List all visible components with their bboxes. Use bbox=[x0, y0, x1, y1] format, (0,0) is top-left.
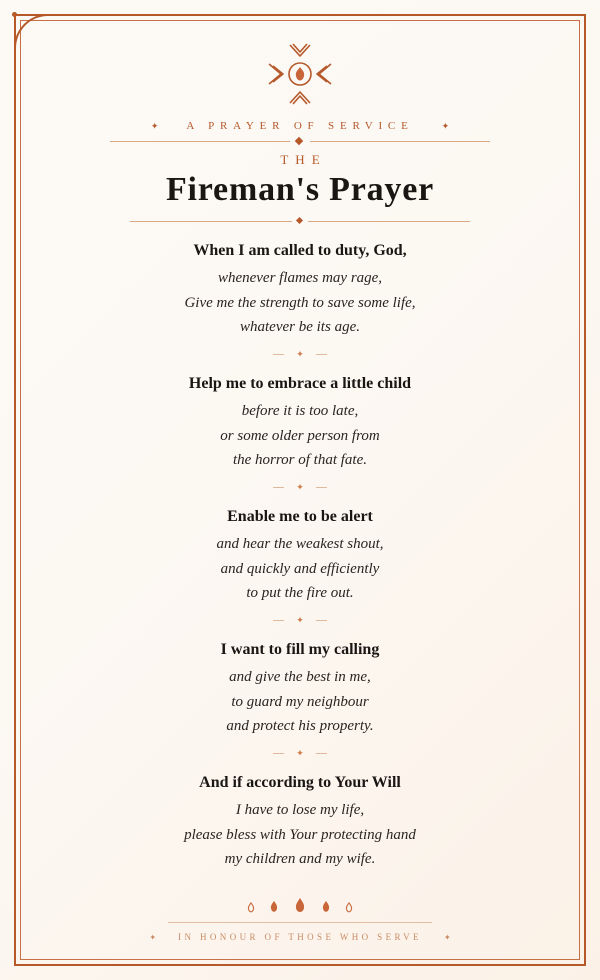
stanza-line: to guard my neighbour bbox=[231, 693, 369, 710]
title-prefix: THE bbox=[280, 152, 327, 167]
stanza bbox=[0, 640, 600, 739]
stanza-line: and protect his property. bbox=[226, 718, 374, 734]
stanza bbox=[0, 241, 600, 340]
stanza bbox=[0, 374, 600, 473]
stanza-line: whatever be its age. bbox=[240, 319, 360, 335]
stanza-first-line: I want to fill my calling bbox=[220, 641, 380, 658]
stanza-first-line: Enable me to be alert bbox=[227, 508, 373, 525]
stanza-line: and quickly and efficiently bbox=[220, 560, 380, 577]
fire-badge-emblem-icon bbox=[266, 42, 334, 106]
stanza-line: whenever flames may rage, bbox=[217, 270, 383, 286]
stanza-line: before it is too late, bbox=[241, 403, 359, 419]
stanza-line: Give me the strength to save some life, bbox=[184, 294, 416, 311]
stanza bbox=[0, 773, 600, 872]
title-underline-left bbox=[130, 221, 292, 222]
four-point-star-icon: ✦ bbox=[296, 349, 304, 359]
flame-row bbox=[244, 896, 356, 916]
flame-icon bbox=[248, 903, 253, 912]
four-point-star-icon: ✦ bbox=[296, 748, 304, 758]
stanza-separator bbox=[0, 481, 600, 493]
flame-icon bbox=[271, 901, 277, 912]
stanza-line: or some older person from bbox=[220, 427, 380, 444]
corner-dot bbox=[12, 12, 17, 17]
stanza-line: I have to lose my life, bbox=[235, 802, 365, 818]
subtitle: A PRAYER OF SERVICE bbox=[186, 120, 414, 132]
footer-rule bbox=[168, 922, 432, 923]
stanza-line: and hear the weakest shout, bbox=[216, 536, 384, 552]
stanza-line: to put the fire out. bbox=[246, 585, 354, 601]
stanza-separator bbox=[0, 348, 600, 360]
stanza-line: the horror of that fate. bbox=[232, 452, 368, 468]
subtitle-row bbox=[0, 118, 600, 134]
stanza-separator bbox=[0, 747, 600, 759]
four-point-star-icon: ✦ bbox=[441, 120, 450, 131]
title-underline-right bbox=[308, 221, 470, 222]
flame-icon bbox=[323, 901, 329, 912]
four-point-star-icon: ✦ bbox=[150, 120, 159, 131]
footer bbox=[0, 930, 600, 944]
title-rule-left bbox=[110, 141, 290, 142]
stanza-first-line: When I am called to duty, God, bbox=[193, 242, 407, 259]
stanza-line: and give the best in me, bbox=[229, 669, 371, 685]
four-point-star-icon: ✦ bbox=[443, 932, 451, 942]
flame-icon bbox=[346, 903, 351, 912]
stanza-line: my children and my wife. bbox=[224, 851, 376, 867]
four-point-star-icon: ✦ bbox=[296, 482, 304, 492]
stanza bbox=[0, 507, 600, 606]
stanza-first-line: And if according to Your Will bbox=[199, 774, 401, 791]
page-title: Fireman's Prayer bbox=[165, 171, 435, 208]
flame-icon bbox=[296, 898, 304, 912]
stanza-first-line: Help me to embrace a little child bbox=[188, 375, 412, 392]
stanza-line: please bless with Your protecting hand bbox=[184, 826, 416, 843]
four-point-star-icon: ✦ bbox=[149, 932, 157, 942]
stanza-separator bbox=[0, 614, 600, 626]
title-rule-right bbox=[310, 141, 490, 142]
footer-text: IN HONOUR OF THOSE WHO SERVE bbox=[178, 932, 422, 942]
four-point-star-icon: ✦ bbox=[296, 615, 304, 625]
